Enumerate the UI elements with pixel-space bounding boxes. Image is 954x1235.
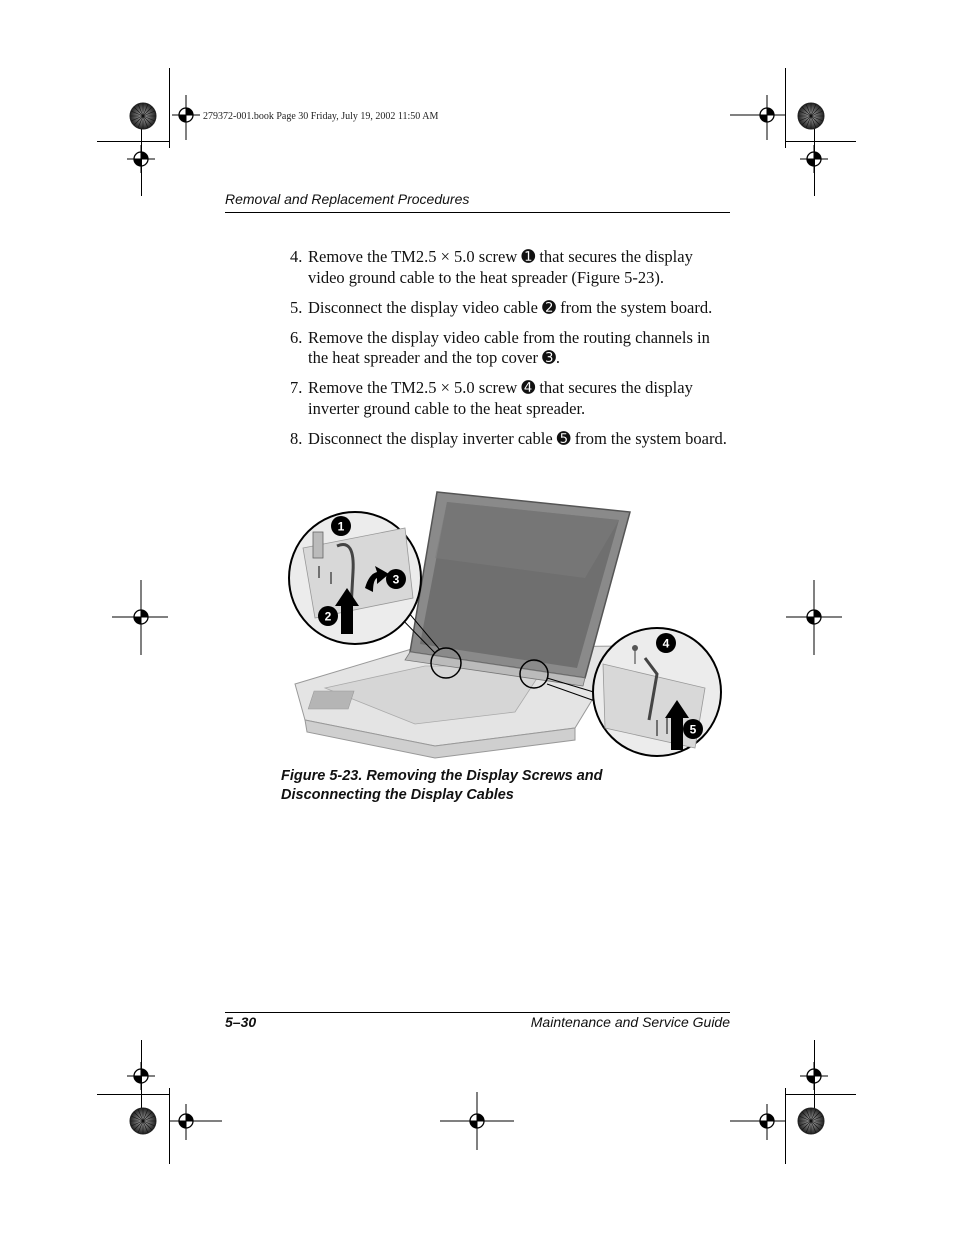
laptop-illustration — [285, 488, 727, 762]
svg-text:5: 5 — [689, 722, 697, 737]
svg-text:4: 4 — [662, 636, 670, 651]
caption-line: Figure 5-23. Removing the Display Screws and — [281, 768, 603, 784]
figure-laptop-illustration — [285, 488, 727, 762]
step-item: 6. Remove the display video cable from the routing channels in the heat spreader and the top cover ➌. — [290, 327, 710, 367]
svg-text:2: 2 — [324, 609, 332, 624]
book-info: 279372-001.book Page 30 Friday, July 19, 2002 11:50 AM — [203, 111, 439, 122]
callout-3 — [386, 569, 406, 589]
callout-2 — [318, 606, 338, 626]
svg-text:1: 1 — [337, 519, 345, 534]
step-item: 7. Remove the TM2.5 × 5.0 screw ➍ that secures the display inverter ground cable to the heat spreader. — [290, 378, 693, 418]
page-number: 5–30 — [225, 1014, 257, 1030]
callout-4 — [656, 633, 676, 653]
header-rule — [225, 212, 730, 213]
figure-caption — [281, 767, 681, 805]
procedure-steps — [288, 247, 733, 459]
svg-text:3: 3 — [392, 572, 400, 587]
step-item: 5. Disconnect the display video cable ➋ from the system board. — [290, 297, 713, 317]
step-item: 4. Remove the TM2.5 × 5.0 screw ➊ that secures the display video ground cable to the heat spreader (Figure 5-23). — [290, 247, 693, 287]
callout-1 — [331, 516, 351, 536]
running-head: Removal and Replacement Procedures — [225, 191, 470, 207]
footer-rule — [225, 1012, 730, 1013]
guide-title: Maintenance and Service Guide — [530, 1014, 730, 1030]
step-item: 8. Disconnect the display inverter cable ➎ from the system board. — [290, 428, 727, 448]
caption-line: Disconnecting the Display Cables — [281, 787, 514, 803]
callout-5 — [683, 719, 703, 739]
